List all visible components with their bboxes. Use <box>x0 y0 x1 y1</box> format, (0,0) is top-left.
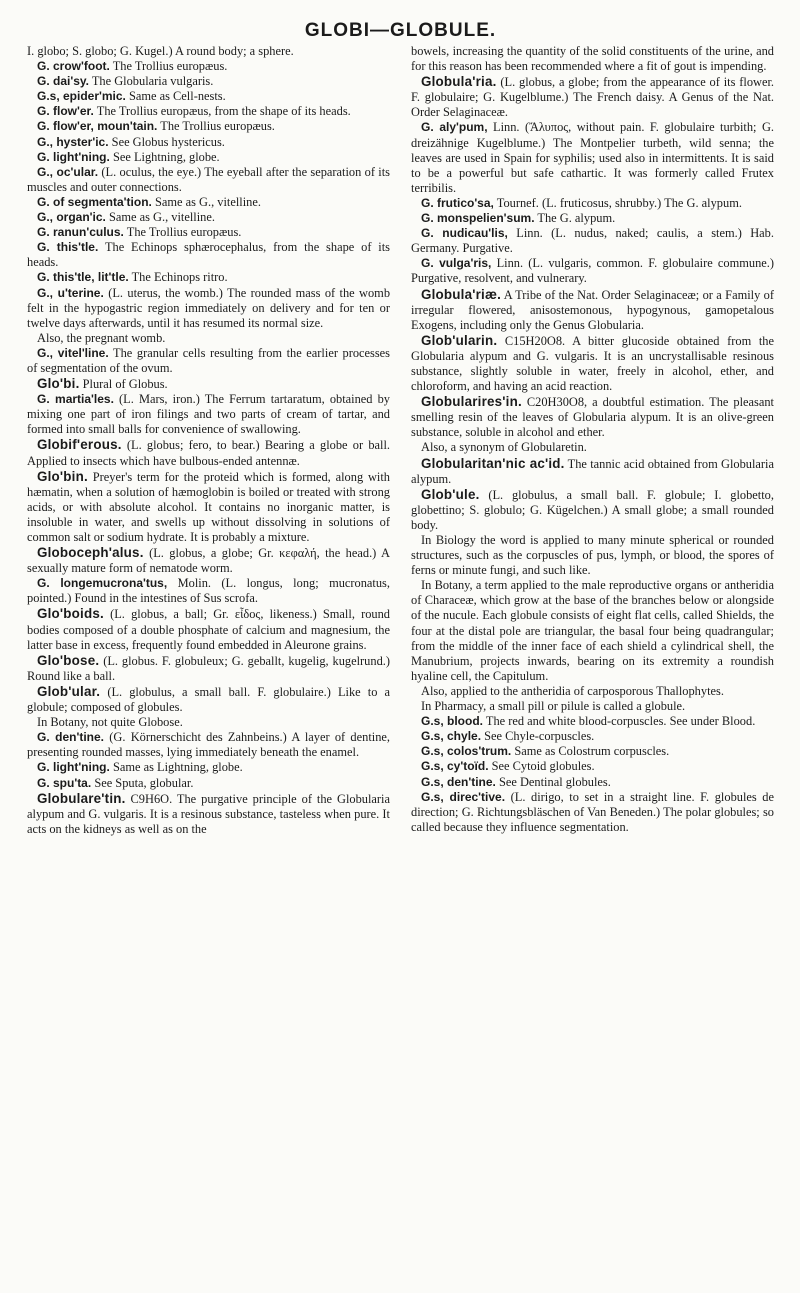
entry-headword: G. light'ning. <box>37 760 110 775</box>
dictionary-entry <box>411 196 774 211</box>
entry-headword: Glob'ule. <box>421 486 480 502</box>
dictionary-entry <box>411 226 774 256</box>
dictionary-entry <box>27 59 390 74</box>
dictionary-entry <box>27 469 390 545</box>
dictionary-entry <box>411 729 774 744</box>
entry-headword: Globularitan'nic ac'id. <box>421 455 565 471</box>
entry-definition: Linn. (L. nudus, naked; caulis, a stem.) Hab. Germany. Purgative. <box>411 226 774 256</box>
dictionary-entry <box>27 331 390 346</box>
dictionary-entry <box>27 286 390 331</box>
entry-definition: The Trollius europæus. <box>112 59 228 74</box>
left-column <box>27 44 390 837</box>
entry-definition: Also, applied to the antheridia of carposporous Thallophytes. <box>421 683 724 698</box>
entry-definition: Same as Colostrum corpuscles. <box>514 744 670 759</box>
dictionary-entry <box>27 104 390 119</box>
dictionary-entry <box>411 394 774 440</box>
entry-definition: (L. globus, a ball; Gr. εἶδος, likeness.) Small, round bodies composed of a double phosphate of calcium and magnesium, the latter base in excess, frequently found embedded in Aleurone grains. <box>27 607 390 652</box>
entry-definition: Preyer's term for the proteid which is formed, along with hæmatin, when a solution of hæmoglobin is boiled or treated with strong acids, or with absolute alcohol. It contains no inorganic matter, is insoluble in water, and swells up without dissolving in solutions of common salt or sodium hydrate. It is probably a mixture. <box>27 469 390 544</box>
entry-definition: See Lightning, globe. <box>112 149 220 164</box>
entry-definition: The Trollius europæus, from the shape of its heads. <box>96 104 351 119</box>
entry-headword: G. light'ning. <box>37 149 110 164</box>
dictionary-entry <box>27 240 390 270</box>
entry-headword: G.s, direc'tive. <box>421 789 506 804</box>
entry-definition: C15H20O8. A bitter glucoside obtained from the Globularia alypum and G. vulgaris. It is an uncrystallisable resinous substance, slightly soluble in water, freely in alcohol, ether, and chloroform, and having an acid reaction. <box>411 333 774 394</box>
dictionary-entry <box>27 392 390 437</box>
entry-definition: The Trollius europæus. <box>126 225 242 240</box>
dictionary-entry <box>411 456 774 487</box>
entry-definition: (L. dirigo, to set in a straight line. F. globules de direction; G. Richtungsbläschen of Van Beneden.) The polar globules; so called because they influence segmentation. <box>411 789 774 834</box>
entry-headword: G., oc'ular. <box>37 164 99 179</box>
entry-headword: Globularires'in. <box>421 394 522 410</box>
dictionary-entry <box>411 714 774 729</box>
entry-headword: G. frutico'sa, <box>421 195 494 210</box>
entry-definition: (L. globus. F. globuleux; G. geballt, kugelig, kugelrund.) Round like a ball. <box>27 653 390 683</box>
entry-definition: Also, the pregnant womb. <box>37 330 166 345</box>
entry-definition: See Dentinal globules. <box>498 774 611 789</box>
entry-headword: G. longemucrona'tus, <box>37 576 168 591</box>
entry-definition: The Echinops sphærocephalus, from the shape of its heads. <box>27 240 391 270</box>
dictionary-entry <box>27 760 390 775</box>
entry-headword: G. dai'sy. <box>37 74 89 89</box>
dictionary-entry <box>27 44 390 59</box>
dictionary-entry <box>27 791 390 837</box>
entry-definition: Plural of Globus. <box>82 377 168 392</box>
entry-headword: G., vitel'line. <box>37 345 109 360</box>
entry-headword: G. martia'les. <box>37 392 114 407</box>
entry-headword: G.s, chyle. <box>421 729 482 744</box>
entry-headword: G. crow'foot. <box>37 59 110 74</box>
dictionary-entry <box>27 270 390 285</box>
entry-definition: See Chyle-corpuscles. <box>484 729 595 744</box>
dictionary-entry <box>411 487 774 533</box>
entry-headword: G. this'tle. <box>37 240 99 255</box>
dictionary-entry <box>411 759 774 774</box>
entry-headword: G. ranun'culus. <box>37 225 124 240</box>
entry-definition: Same as G., vitelline. <box>108 210 215 225</box>
dictionary-entry <box>411 775 774 790</box>
entry-definition: The granular cells resulting from the earlier processes of segmentation of the ovum. <box>27 345 390 375</box>
right-column <box>411 44 774 837</box>
entry-headword: Glo'bi. <box>37 376 80 392</box>
entry-headword: G. of segmenta'tion. <box>37 194 152 209</box>
entry-headword: G. this'tle, lit'tle. <box>37 270 129 285</box>
dictionary-entry <box>411 684 774 699</box>
dictionary-entry <box>27 135 390 150</box>
entry-headword: G., organ'ic. <box>37 210 106 225</box>
entry-headword: G., u'terine. <box>37 285 104 300</box>
entry-definition: Same as G., vitelline. <box>154 194 261 209</box>
dictionary-entry <box>411 44 774 74</box>
entry-headword: Globif'erous. <box>37 437 122 453</box>
entry-headword: Globoceph'alus. <box>37 545 144 561</box>
dictionary-entry <box>27 74 390 89</box>
entry-definition: See Sputa, globular. <box>94 775 194 790</box>
dictionary-entry <box>27 576 390 606</box>
entry-definition: (G. Körnerschicht des Zahnbeins.) A layer of dentine, presenting rounded masses, lying immediately beneath the enamel. <box>27 730 390 760</box>
entry-definition: (L. globulus, a small ball. F. globule; I. globetto, globettino; S. globulo; G. Kügelchen.) A small globe; a small rounded body. <box>411 487 774 532</box>
entry-definition: bowels, increasing the quantity of the solid constituents of the urine, and for this reason has been recommended where a fit of gout is impending. <box>411 44 774 74</box>
entry-definition: See Cytoid globules. <box>491 759 595 774</box>
dictionary-entry <box>411 790 774 835</box>
dictionary-entry <box>411 211 774 226</box>
dictionary-entry <box>27 346 390 376</box>
dictionary-entry <box>27 195 390 210</box>
dictionary-entry <box>27 376 390 392</box>
entry-definition: C20H30O8, a doubtful estimation. The pleasant smelling resin of the leaves of Globularia alypum. It is an olive-green substance, soluble in alcohol and ether. <box>411 395 774 440</box>
entry-headword: G.s, cy'toïd. <box>421 759 489 774</box>
entry-headword: Globula'riæ. <box>421 286 501 302</box>
entry-headword: Glo'boids. <box>37 606 104 622</box>
entry-definition: In Pharmacy, a small pill or pilule is called a globule. <box>421 699 686 714</box>
entry-definition: Tournef. (L. fruticosus, shrubby.) The G. alypum. <box>496 195 742 210</box>
entry-headword: G., hyster'ic. <box>37 134 109 149</box>
entry-definition: The red and white blood-corpuscles. See under Blood. <box>485 714 756 729</box>
entry-headword: Globulare'tin. <box>37 790 126 806</box>
entry-headword: G. aly'pum, <box>421 120 488 135</box>
entry-definition: C9H6O. The purgative principle of the Globularia alypum and G. vulgaris. It is a resinous substance, tasteless when pure. It acts on the kidneys as well as on the <box>27 791 390 836</box>
entry-definition: The tannic acid obtained from Globularia alypum. <box>411 456 774 486</box>
entry-headword: Globula'ria. <box>421 74 497 90</box>
dictionary-entry <box>27 776 390 791</box>
entry-definition: Same as Lightning, globe. <box>112 760 243 775</box>
entry-definition: Same as Cell-nests. <box>129 89 226 104</box>
entry-definition: See Globus hystericus. <box>111 134 225 149</box>
entry-headword: G. monspelien'sum. <box>421 211 535 226</box>
entry-headword: G.s, blood. <box>421 714 483 729</box>
entry-headword: G. den'tine. <box>37 730 105 745</box>
dictionary-entry <box>411 578 774 684</box>
dictionary-entry <box>411 120 774 195</box>
entry-definition: Molin. (L. longus, long; mucronatus, pointed.) Found in the intestines of Sus scrofa. <box>27 576 390 606</box>
entry-definition: In Botany, not quite Globose. <box>37 715 183 730</box>
entry-definition: (L. globus; fero, to bear.) Bearing a globe or ball. Applied to insects which have bulbous-ended antennæ. <box>27 438 390 468</box>
dictionary-entry <box>27 119 390 134</box>
entry-definition: (L. uterus, the womb.) The rounded mass of the womb felt in the hypogastric region immediately on delivery and for ten or twelve days afterwards, until it has resumed its normal size. <box>27 285 391 330</box>
dictionary-entry <box>27 684 390 715</box>
dictionary-entry <box>411 699 774 714</box>
dictionary-entry <box>27 730 390 760</box>
entry-definition: (L. oculus, the eye.) The eyeball after the separation of its muscles and outer connections. <box>27 164 390 194</box>
dictionary-entry <box>27 653 390 684</box>
dictionary-entry <box>411 256 774 286</box>
dictionary-entry <box>27 715 390 730</box>
entry-definition: The Echinops ritro. <box>131 270 228 285</box>
dictionary-entry <box>27 89 390 104</box>
dictionary-entry <box>27 210 390 225</box>
entry-definition: (L. globulus, a small ball. F. globulaire.) Like to a globule; composed of globules. <box>27 684 390 715</box>
entry-definition: (L. globus, a globe; from the appearance of its flower. F. globulaire; G. Kugelblume.) The French daisy. A Genus of the Nat. Order Selaginaceæ. <box>411 75 774 120</box>
dictionary-entry <box>27 165 390 195</box>
entry-headword: Glo'bin. <box>37 468 88 484</box>
entry-definition: In Biology the word is applied to many minute spherical or rounded structures, such as the corpuscles of pus, lymph, or blood, the spores of ferns or minute fungi, and such like. <box>411 533 774 578</box>
dictionary-entry <box>411 744 774 759</box>
entry-definition: The G. alypum. <box>537 211 616 226</box>
entry-headword: G. nudicau'lis, <box>421 226 508 241</box>
entry-definition: Also, a synonym of Globularetin. <box>421 440 587 455</box>
dictionary-entry <box>411 333 774 394</box>
entry-definition: The Trollius europæus. <box>160 119 275 134</box>
dictionary-entry <box>27 545 390 576</box>
entry-definition: The Globularia vulgaris. <box>91 74 214 89</box>
entry-headword: G.s, den'tine. <box>421 774 496 789</box>
entry-definition: In Botany, a term applied to the male reproductive organs or antheridia of Characeæ, which grow at the base of the branches below or alongside of the nucule. Each globule consists of eight flat cells, called Shields, the four at the distal pole are triangular, the basal four being quadrangular; from the middle of the inner face of each shield a cylindrical shell, the Manubrium, projects inwards, bearing on its extremity a roundish hyaline cell, the Capitulum. <box>411 578 774 683</box>
entry-definition: (L. Mars, iron.) The Ferrum tartaratum, obtained by mixing one part of iron filings and two parts of cream of tartar, and formed into small balls for convenience of swallowing. <box>27 392 390 437</box>
entry-headword: G.s, epider'mic. <box>37 89 126 104</box>
dictionary-entry <box>411 74 774 120</box>
dictionary-entry <box>411 533 774 578</box>
dictionary-entry <box>27 225 390 240</box>
dictionary-entry <box>27 437 390 468</box>
entry-definition: Linn. (Ἄλυπος, without pain. F. globulaire turbith; G. dreizähnige Kugelblume.) The Montpelier turbeth, wild senna; the leaves are used in Spain for syphilis; used also in intermittents. It is said to be a powerful but safe cathartic. It was formerly called Frutex terribilis. <box>411 120 774 195</box>
entry-headword: G. flow'er. <box>37 104 94 119</box>
dictionary-entry <box>411 287 774 333</box>
two-column-body <box>27 44 774 837</box>
entry-headword: Glo'bose. <box>37 652 100 668</box>
entry-definition: Linn. (L. vulgaris, common. F. globulaire commune.) Purgative, resolvent, and vulnerary. <box>411 256 774 286</box>
dictionary-entry <box>27 606 390 652</box>
entry-headword: Glob'ular. <box>37 683 101 699</box>
entry-headword: G. flow'er, moun'tain. <box>37 119 158 134</box>
entry-definition: A Tribe of the Nat. Order Selaginaceæ; or a Family of irregular flowered, anisostemonous, hypogynous, gamopetalous Exogens, including only the Genus Globularia. <box>411 287 774 332</box>
entry-definition: I. globo; S. globo; G. Kugel.) A round body; a sphere. <box>27 44 294 58</box>
entry-headword: G. spu'ta. <box>37 775 92 790</box>
dictionary-entry <box>411 440 774 455</box>
dictionary-entry <box>27 150 390 165</box>
entry-headword: G.s, colos'trum. <box>421 744 512 759</box>
running-head: GLOBI—GLOBULE. <box>304 20 497 41</box>
entry-headword: G. vulga'ris, <box>421 256 492 271</box>
entry-headword: Glob'ularin. <box>421 332 498 348</box>
entry-definition: (L. globus, a globe; Gr. κεφαλή, the head.) A sexually mature form of nematode worm. <box>27 546 390 576</box>
